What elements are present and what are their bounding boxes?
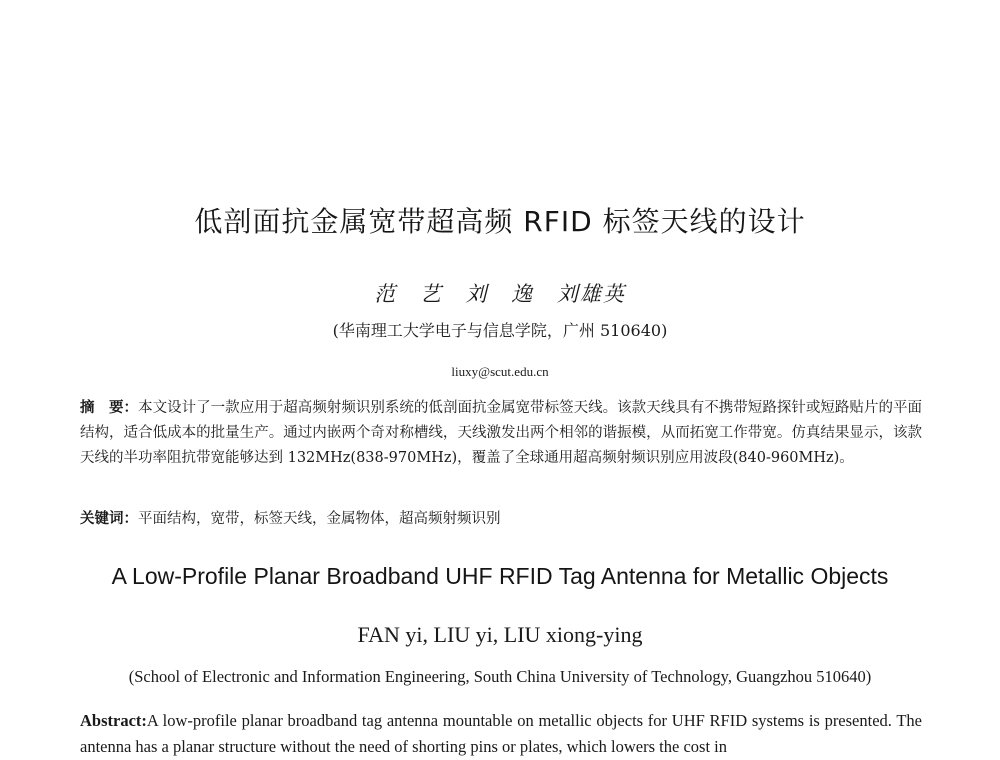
english-abstract	[80, 708, 922, 760]
chinese-abstract	[80, 396, 922, 471]
chinese-affiliation: (华南理工大学电子与信息学院，广州 510640)	[332, 321, 668, 340]
english-authors: FAN yi, LIU yi, LIU xiong-ying	[357, 622, 643, 647]
english-abstract-text: A low-profile planar broadband tag antenna mountable on metallic objects for UHF RFID systems is presented. The antenna has a planar structure without the need of shorting pins or plates, which lowers the cost in	[80, 711, 922, 756]
chinese-keywords-text: 平面结构，宽带，标签天线，金属物体，超高频射频识别	[138, 511, 501, 527]
english-abstract-label: Abstract:	[80, 711, 147, 730]
author-email: liuxy@scut.edu.cn	[451, 364, 549, 379]
chinese-abstract-label: 摘 要：	[80, 400, 139, 416]
english-title: A Low-Profile Planar Broadband UHF RFID Tag Antenna for Metallic Objects	[111, 563, 889, 589]
chinese-keywords	[80, 507, 922, 528]
chinese-authors: 范 艺 刘 逸 刘雄英	[374, 282, 626, 306]
chinese-title: 低剖面抗金属宽带超高频 RFID 标签天线的设计	[194, 205, 806, 238]
chinese-keywords-label: 关键词：	[80, 511, 138, 527]
english-affiliation: (School of Electronic and Information Engineering, South China University of Technology, Guangzhou 510640)	[128, 667, 872, 686]
chinese-abstract-text: 本文设计了一款应用于超高频射频识别系统的低剖面抗金属宽带标签天线。该款天线具有不携带短路探针或短路贴片的平面结构，适合低成本的批量生产。通过内嵌两个奇对称槽线，天线激发出两个相邻的谐振模，从而拓宽工作带宽。仿真结果显示，该款天线的半功率阻抗带宽能够达到 132MHz(838-970MHz)，覆盖了全球通用超高频射频识别应用波段(840-960MHz)。	[80, 400, 923, 466]
